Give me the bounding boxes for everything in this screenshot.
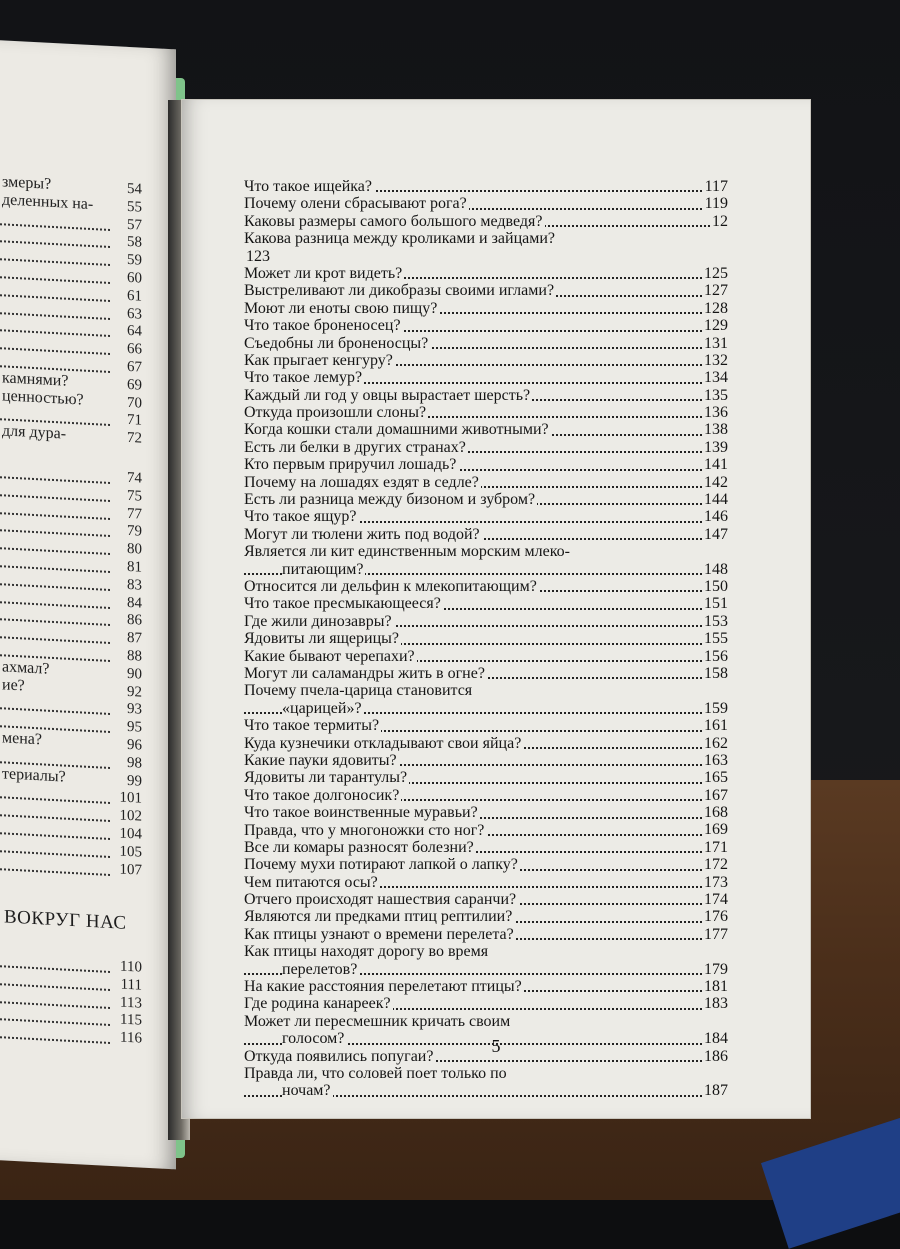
toc-entry-title: Как прыгает кенгуру?: [244, 351, 393, 369]
toc-entry: [244, 543, 728, 578]
toc-entry: [244, 630, 728, 648]
left-toc-page: 110: [120, 958, 142, 976]
toc-entry-title: Какие пауки ядовиты?: [244, 751, 397, 769]
toc-entry: [244, 856, 728, 874]
toc-entry-title: Какова разница между кроликами и зайцами?: [244, 230, 556, 248]
toc-entry-page: 187: [704, 1082, 728, 1100]
toc-entry-page: 173: [704, 873, 728, 891]
toc-entry-title: Почему на лошадях ездят в седле?: [244, 473, 479, 491]
toc-entry: [244, 873, 728, 891]
left-toc-page: 90: [127, 665, 142, 683]
toc-entry: [244, 386, 728, 404]
toc-entry-title: Правда ли, что соловей поет только по: [244, 1065, 507, 1082]
toc-entry-title: Чем питаются осы?: [244, 873, 378, 891]
toc-entry-page: 128: [704, 299, 728, 317]
table-of-contents: [244, 177, 728, 1100]
toc-entry-page: 156: [704, 647, 728, 665]
toc-entry-title: На какие расстояния перелетают птицы?: [244, 978, 522, 996]
toc-entry-title: Что такое броненосец?: [244, 317, 401, 335]
toc-entry-page: 136: [704, 404, 728, 422]
toc-entry: [244, 421, 728, 439]
toc-entry-page: 172: [704, 856, 728, 874]
toc-entry: [244, 769, 728, 787]
toc-entry-page: 144: [704, 491, 728, 509]
toc-entry-title: Каковы размеры самого большого медведя?: [244, 212, 543, 230]
left-toc-page: 113: [120, 994, 142, 1012]
toc-entry-title: Кто первым приручил лошадь?: [244, 456, 457, 474]
toc-entry: [244, 473, 728, 491]
toc-entry: [244, 734, 728, 752]
left-toc-page: 87: [127, 630, 142, 647]
toc-entry-title-continued: ночам?: [282, 1082, 331, 1100]
page-number: 5: [491, 1036, 501, 1056]
toc-entry-page: 162: [704, 734, 728, 752]
toc-entry-page: 139: [704, 438, 728, 456]
toc-entry-title-continued: питающим?: [282, 560, 364, 578]
toc-entry-page: 168: [704, 804, 728, 822]
toc-entry-page: 129: [704, 317, 728, 335]
left-toc-page: 66: [127, 341, 142, 358]
toc-entry-page: 183: [704, 995, 728, 1013]
left-toc-fragment: териалы?: [2, 764, 66, 786]
left-toc-page: 101: [119, 789, 142, 808]
toc-entry-title: Какие бывают черепахи?: [244, 647, 415, 665]
left-toc-page: 88: [127, 647, 142, 665]
left-toc-page: 74: [127, 469, 142, 487]
toc-entry: [244, 804, 728, 822]
toc-entry-page: 176: [704, 908, 728, 926]
left-toc-page: 111: [120, 976, 142, 994]
toc-entry: [244, 212, 728, 230]
toc-entry-title: Почему олени сбрасывают рога?: [244, 195, 467, 213]
left-toc-page: 64: [127, 323, 142, 341]
toc-entry-title-continued: перелетов?: [282, 960, 358, 978]
toc-entry: [244, 838, 728, 856]
left-toc-page: 57: [127, 216, 142, 234]
toc-entry-page: 167: [704, 786, 728, 804]
toc-entry: [244, 978, 728, 996]
toc-entry-page: 169: [704, 821, 728, 839]
left-toc-page: 116: [120, 1029, 142, 1047]
toc-entry-title: Есть ли разница между бизоном и зубром?: [244, 491, 536, 509]
toc-entry-page: 127: [704, 282, 728, 300]
toc-entry-page: 165: [704, 769, 728, 787]
toc-entry-title: Когда кошки стали домашними животными?: [244, 421, 549, 439]
toc-entry: [244, 230, 714, 265]
left-toc-page: 79: [127, 523, 142, 541]
left-toc-fragment: ие?: [2, 675, 25, 695]
left-toc-page: 96: [127, 736, 142, 754]
left-toc-page: 69: [127, 376, 142, 394]
toc-entry-page: 141: [704, 456, 728, 474]
toc-entry: [244, 578, 728, 596]
toc-entry-page: 117: [704, 177, 728, 195]
toc-entry-title: Может ли пересмешник кричать своим: [244, 1012, 511, 1030]
left-toc-page: 81: [127, 558, 142, 576]
toc-entry-page: 142: [704, 473, 728, 491]
toc-entry: [244, 195, 728, 213]
toc-entry: [244, 404, 728, 422]
toc-entry-page: 171: [704, 838, 728, 856]
toc-entry: [244, 612, 728, 630]
right-page: [182, 100, 810, 1118]
toc-entry-title: Почему пчела-царица становится: [244, 682, 473, 700]
toc-entry-page: 119: [704, 195, 728, 213]
toc-entry-page: 155: [704, 630, 728, 648]
toc-entry-title: Могут ли саламандры жить в огне?: [244, 664, 485, 682]
left-toc-page: 77: [127, 505, 142, 523]
toc-entry-title: Является ли кит единственным морским млеко-: [244, 543, 570, 561]
toc-entry: [244, 317, 728, 335]
left-toc-page: 70: [127, 394, 142, 412]
toc-entry: [244, 525, 728, 543]
toc-entry: [244, 491, 728, 509]
toc-entry-page: 12: [712, 212, 728, 230]
toc-entry-title: Относится ли дельфин к млекопитающим?: [244, 578, 537, 596]
toc-entry-page: 125: [704, 264, 728, 282]
toc-entry-title: Откуда появились попугаи?: [244, 1047, 434, 1065]
toc-entry-page: 181: [704, 978, 728, 996]
toc-entry-title: Откуда произошли слоны?: [244, 404, 427, 422]
toc-entry-title: Отчего происходят нашествия саранчи?: [244, 891, 517, 909]
left-toc-fragment: деленных на-: [2, 191, 94, 213]
toc-entry-title: Куда кузнечики откладывают свои яйца?: [244, 734, 522, 752]
left-toc-page: 54: [127, 180, 142, 198]
left-toc-page: 83: [127, 576, 142, 594]
left-toc-page: 99: [127, 772, 142, 790]
left-toc-fragment: для дура-: [2, 422, 67, 443]
toc-entry-title: Что такое термиты?: [244, 717, 380, 735]
left-toc-page: 67: [127, 358, 142, 376]
toc-entry-title: Где жили динозавры?: [244, 612, 392, 630]
left-toc-page: 107: [119, 861, 142, 879]
toc-entry-page: 153: [704, 612, 728, 630]
toc-entry-page: 159: [704, 699, 728, 717]
left-toc-page: 58: [127, 234, 142, 252]
toc-entry: [244, 369, 728, 387]
left-toc-page: 61: [127, 287, 142, 305]
left-section-heading: ВОКРУГ НАС: [4, 906, 127, 934]
toc-entry-title: Что такое ящур?: [244, 508, 357, 526]
toc-entry: [244, 821, 728, 839]
toc-entry: [244, 995, 728, 1013]
left-toc-page: 59: [127, 252, 142, 269]
left-toc-page: 105: [119, 843, 142, 861]
left-toc-page: 95: [127, 719, 142, 736]
toc-entry-title: Выстреливают ли дикобразы своими иглами?: [244, 282, 555, 300]
toc-entry: [244, 717, 728, 735]
toc-entry-title: Могут ли тюлени жить под водой?: [244, 525, 480, 543]
toc-entry-page: 151: [704, 595, 728, 613]
toc-entry-page: 135: [704, 386, 728, 404]
toc-entry-page: 158: [704, 664, 728, 682]
toc-entry: [244, 334, 728, 352]
toc-entry: [244, 786, 728, 804]
toc-entry-page: 132: [704, 351, 728, 369]
left-toc-page: 93: [127, 701, 142, 719]
left-toc-page: 86: [127, 612, 142, 630]
left-page: [0, 40, 176, 1169]
toc-entry: [244, 908, 728, 926]
toc-entry: [244, 891, 728, 909]
leader-dots: [0, 1036, 110, 1044]
toc-entry: [244, 351, 728, 369]
left-toc-fragment: змеры?: [2, 173, 52, 193]
left-toc-page: 115: [120, 1011, 142, 1030]
left-toc-fragment: ценностью?: [2, 386, 84, 409]
toc-entry-title: Ядовиты ли тарантулы?: [244, 769, 408, 787]
toc-entry: [244, 664, 728, 682]
left-toc-page: 63: [127, 305, 142, 323]
toc-entry-title: Что такое ищейка?: [244, 178, 373, 195]
toc-entry-page: 177: [704, 925, 728, 943]
toc-entry: [244, 264, 728, 282]
toc-entry-page: 186: [704, 1047, 728, 1065]
toc-entry-title: Что такое воинственные муравьи?: [244, 804, 478, 822]
left-toc-page: 104: [119, 825, 142, 843]
left-toc-fragment: камнями?: [2, 369, 69, 390]
toc-entry: [244, 1065, 728, 1100]
toc-entry: [244, 647, 728, 665]
left-toc-fragment: мена?: [2, 729, 42, 749]
toc-entry: [244, 508, 728, 526]
left-toc-page: 84: [127, 594, 142, 612]
toc-entry-title: Есть ли белки в других странах?: [244, 438, 466, 456]
toc-entry-page: 146: [704, 508, 728, 526]
toc-entry-page: 147: [704, 525, 728, 543]
toc-entry-title: Что такое пресмыкающееся?: [244, 595, 441, 613]
toc-entry-title-continued: «царицей»?: [282, 699, 362, 717]
leader-dots: [0, 868, 110, 876]
toc-entry-page: 123: [246, 247, 270, 265]
toc-entry-page: 134: [704, 369, 728, 387]
toc-entry: [244, 682, 728, 717]
toc-entry-title: Правда, что у многоножки сто ног?: [244, 821, 485, 839]
toc-entry-title: Ядовиты ли ящерицы?: [244, 630, 399, 648]
toc-entry-title: Почему мухи потирают лапкой о лапку?: [244, 856, 518, 874]
toc-entry-title: Каждый ли год у овцы вырастает шерсть?: [244, 386, 531, 404]
toc-entry: [244, 438, 728, 456]
toc-entry: [244, 751, 728, 769]
left-toc-page: 98: [127, 754, 142, 772]
toc-entry-page: 163: [704, 751, 728, 769]
toc-entry-page: 179: [704, 960, 728, 978]
toc-entry: [244, 299, 728, 317]
left-toc-page: 92: [127, 683, 142, 701]
left-toc-page: 55: [127, 198, 142, 216]
toc-entry-title: Съедобны ли броненосцы?: [244, 334, 429, 352]
toc-entry-title: Что такое лемур?: [244, 369, 363, 387]
toc-entry: [244, 177, 728, 195]
left-toc-page: 102: [119, 807, 142, 825]
toc-entry-page: 138: [704, 421, 728, 439]
toc-entry-page: 150: [704, 578, 728, 595]
left-toc-page: 72: [127, 430, 142, 447]
toc-entry-page: 174: [704, 891, 728, 909]
toc-entry-title: Может ли крот видеть?: [244, 264, 403, 282]
toc-entry: [244, 943, 728, 978]
toc-entry-page: 131: [704, 334, 728, 352]
toc-entry-page: 184: [704, 1030, 728, 1048]
left-toc-page: 75: [127, 487, 142, 505]
toc-entry: [244, 1012, 728, 1048]
toc-entry-title: Как птицы узнают о времени перелета?: [244, 925, 514, 943]
toc-entry-title-continued: голосом?: [282, 1030, 345, 1048]
toc-entry: [244, 925, 728, 943]
toc-entry-page: 161: [704, 717, 728, 735]
toc-entry: [244, 456, 728, 474]
left-toc-page: 80: [127, 541, 142, 558]
toc-entry-title: Как птицы находят дорогу во время: [244, 943, 489, 961]
toc-entry-title: Что такое долгоносик?: [244, 786, 400, 804]
toc-entry-title: Моют ли еноты свою пищу?: [244, 299, 438, 317]
toc-entry-title: Являются ли предками птиц рептилии?: [244, 908, 513, 926]
toc-entry: [244, 595, 728, 613]
left-toc-page: 60: [127, 269, 142, 287]
toc-entry: [244, 282, 728, 300]
toc-entry-title: Где родина канареек?: [244, 995, 391, 1013]
toc-entry-page: 148: [704, 560, 728, 578]
toc-entry-title: Все ли комары разносят болезни?: [244, 838, 474, 856]
left-toc-page: 71: [127, 412, 142, 430]
left-toc-fragment: ахмал?: [2, 658, 50, 678]
